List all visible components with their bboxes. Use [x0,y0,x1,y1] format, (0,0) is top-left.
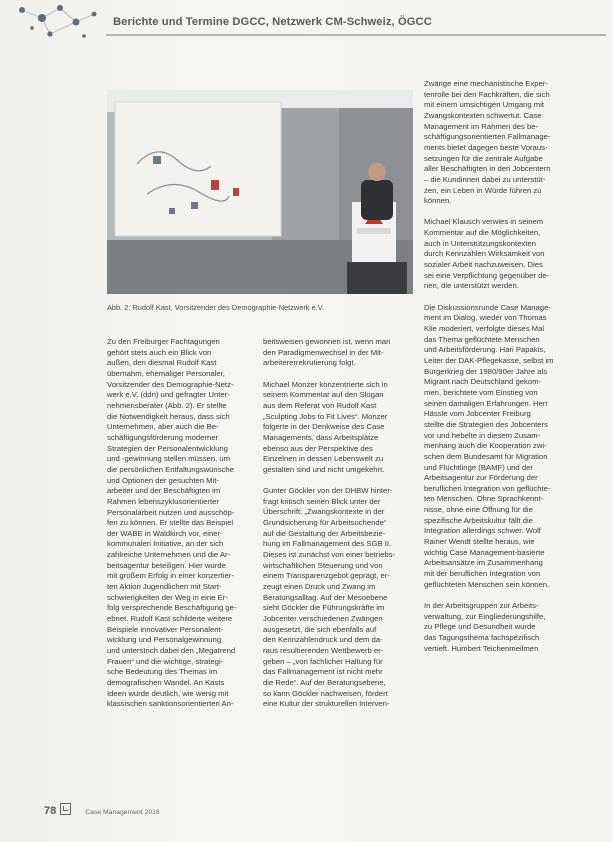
text-line: Managements, dass Arbeitsplätze [263,432,379,442]
section-header: Berichte und Termine DGCC, Netzwerk CM-Schweiz, ÖGCC [113,16,432,28]
text-line: Unternehmen, aber auch die Be- [107,422,219,432]
text-line: seinen damaligen Erfahrungen. Herr [424,398,548,408]
text-line: aller Beschäftigten in den Jobcentern [424,164,551,174]
text-line: den Kennzahlendruck und dem da- [263,635,383,645]
text-line: setzungen für die zentrale Aufgabe [424,153,543,163]
text-line: raus resultierenden Wettbewerb er- [263,645,384,655]
text-line: wirtschaftlichen Steuerung und von [263,560,383,570]
text-line: Beispiele innovativer Personalent- [107,624,224,634]
text-line: Dieses ist zunächst von einer betriebs- [263,550,396,559]
text-line: men, berichtete vom Einstieg von [424,387,538,397]
text-line: Management im Rahmen des be- [424,121,539,131]
text-line: Klie moderiert, verfolgte dieses Mal [424,323,545,333]
text-line: aus dem Referat von Rudolf Kast [263,400,377,410]
paragraph [263,337,411,369]
text-line: Bürgerkrieg der 1980/90er Jahre als [424,366,548,376]
text-line: und Optionen der gesuchten Mit- [107,475,219,485]
text-line: ment im Dialog, wieder von Thomas [424,313,547,323]
text-line: schäftigungsförderung moderner [107,432,219,442]
text-line: ments bietet dagegen beste Voraus- [424,142,548,152]
text-line: vertieft. Humbert Teichenmeilmen [424,643,539,653]
text-line: ausgesetzt, die sich ebenfalls auf [263,624,377,634]
text-line: ebenso aus der Perspektive des [263,443,373,453]
text-line: Überschrift: „Zwangskontexte in der [263,507,385,517]
text-column-middle [263,337,411,720]
paragraph [263,486,411,710]
text-line: der WABE in Waldkirch vor, einer [107,528,221,538]
text-line: ten Menschen. Ohne Sprachkennt- [424,494,544,504]
text-line: zeugt einen Druck und Zwang im [263,581,376,591]
text-line: ten Aktion Jugendlichen mit Start- [107,582,222,592]
text-line: In der Arbeitsgruppen zur Arbeits- [424,600,539,610]
text-line: einem Transparenzgebot geprägt, er- [263,571,390,581]
text-line: die Rede“. Auf der Beratungsebene, [263,677,386,687]
text-line: verwaltung, zur Eingliederungshilfe, [424,611,546,621]
text-line: Michael Klausch verwies in seinem [424,217,544,227]
text-line: Arbeitsansätze im Zusammenhang [424,558,543,568]
text-line: eine Kultur der strukturellen Interven- [263,699,390,709]
text-line: Arbeitsagentur zur Förderung der [424,473,538,483]
text-line: fen zu können. Er stellte das Beispiel [107,518,234,528]
text-line: fragt kritisch seinen Blick unter der [263,496,381,506]
text-line: durch Kennzahlen Wirksamkeit von [424,249,545,259]
journal-icon [60,803,71,815]
text-line: – die Kundinnen dabei zu unterstüt- [424,174,546,184]
text-line: Leiter der DAK-Pflegekasse, selbst im [424,355,554,365]
text-line: arbeitererrekrutierung folgt. [263,358,356,368]
text-line: das Tagungsthema fachspezifisch [424,632,540,642]
text-line: seinem Kommentar auf den Slogan [263,390,384,400]
text-line: Rainer Wendt stellte heraus, wie [424,537,535,547]
text-line: sozialer Arbeit nachzuweisen. Dies [424,260,543,270]
text-line: spezifische Arbeitskultur fällt die [424,515,533,525]
text-line: sei eine Verpflichtung gegenüber de- [424,270,550,280]
text-line: ebnet. Rudolf Kast schilderte weitere [107,614,233,624]
text-line: nen, die unterstützt werden. [424,281,519,291]
text-line: beitsweisen gewonnen ist, wenn man [263,337,391,346]
text-line: zu Pflege und Gesundheit wurde [424,622,536,632]
text-line: Frauen“ und die wichtige, strategi- [107,656,224,666]
text-line: Vorsitzender des Demographie-Netz- [107,379,234,389]
text-line: Die Diskussionsrunde Case Manage- [424,302,551,312]
text-line: übernahm, ehemaliger Personaler, [107,368,225,378]
text-line: folgerte in der Denkweise des Case [263,422,385,432]
figure-caption: Abb. 2: Rudolf Kast, Vorsitzender des Demographie-Netzwerk e.V. [107,303,325,312]
text-line: geben – „von fachlicher Haltung für [263,656,383,666]
text-line: werk e.V. (ddn) und gefragter Unter- [107,390,230,400]
text-line: Grundsicherung für Arbeitsuchende“ [263,518,387,528]
text-line: Hässle vom Jobcenter Freiburg [424,409,531,419]
paragraph [424,217,576,292]
paragraph [424,303,576,591]
text-line: klassischen sanktionsorientierten An- [107,699,234,709]
magazine-name: Case Management 2016 [85,809,160,816]
text-column-right [424,79,576,665]
text-line: demografischen Wandel. An Kasts [107,678,225,687]
text-line: nisse, ohne eine Öffnung für die [424,505,533,515]
text-line: schen dem Bundesamt für Migration [424,451,548,461]
text-line: Ideen wurde deutlich, wie wenig mit [107,688,229,698]
text-line: Kommentar auf die Möglichkeiten, [424,228,541,238]
text-line: und unterstrich dabei den „Megatrend [107,646,236,656]
text-line: auch in Unterstützungskontexten [424,238,536,248]
text-line: Zwänge eine mechanistische Exper- [424,79,548,88]
photo-illustration [107,90,413,294]
text-line: gestalten sind und nicht umgekehrt. [263,464,385,474]
text-line: Michael Monzer konzentrierte sich in [263,379,388,389]
text-line: die persönlichen Entfaltungswünsche [107,464,234,474]
paragraph [424,601,576,654]
text-line: folg versprechende Beschäftigung ge- [107,603,237,613]
text-line: das Fallmanagement ist nicht mehr [263,667,383,677]
text-line: beitsagentur beteiligen. Hier wurde [107,560,226,570]
text-line: Jobcenter verschiedenen Zwängen [263,613,383,623]
text-line: und -gewinnung stellen müssen, um [107,454,231,464]
text-column-left [107,337,254,721]
text-line: zen, ein Leben in Würde führen zu [424,185,542,195]
paragraph [263,380,411,476]
network-dots-logo [14,0,104,44]
text-line: tenrolle bei den Fachkräften, die sich [424,89,550,99]
text-line: kommunalen Initiative, an der sich [107,539,224,549]
text-line: Beratungsalltag. Auf der Mesoebene [263,592,388,602]
text-line: mit der beruflichen Integration von [424,569,541,579]
text-line: Rahmen lebenszyklusorientierter [107,496,219,506]
text-line: gehört stets auch ein Blick von [107,347,212,357]
text-line: nehmensberater (Abb. 2). Er stellte [107,400,227,410]
text-line: Gunter Göckler von der DHBW hinter- [263,486,393,496]
text-line: außen, den diesmal Rudolf Kast [107,358,217,368]
text-line: Einzelnen in dessen Lebenswelt zu [263,454,384,464]
paragraph [424,79,576,207]
page-footer [44,803,160,817]
text-line: „Sculpting Jobs to Fit Lives“. Monzer [263,411,388,421]
text-line: sieht Göckler die Führungskräfte im [263,603,385,613]
text-line: auf die Gestaltung der Arbeitsbezie- [263,528,386,538]
text-line: schwierigkeiten der Weg in eine Er- [107,592,228,602]
text-line: den Paradigmenwechsel in der Mit- [263,347,384,357]
text-line: Migrant nach Deutschland gekom- [424,377,542,387]
paragraph [107,337,254,710]
text-line: Integration allerdings schwer. Wolf [424,526,541,536]
text-line: und Arbeitsförderung. Hari Papakis, [424,345,546,355]
text-line: die Notwendigkeit heraus, dass sich [107,411,230,421]
text-line: vor und hebelte in diesem Zusam- [424,430,541,440]
conference-photo [107,90,413,294]
text-line: beruflichen Integration von geflüchte- [424,483,551,493]
text-line: und Flüchtlinge (BAMF) und der [424,462,533,472]
text-line: das Thema geflüchtete Menschen [424,334,540,344]
text-line: schäftigungsorientierten Fallmanage- [424,132,551,142]
page-number: 78 [44,805,57,817]
text-line: menhang auch die Kooperation zwi- [424,441,547,451]
text-line: geflüchteten Menschen sein können. [424,579,550,589]
text-line: zahlreiche Unternehmen und die Ar- [107,550,231,560]
text-line: stellte die Strategien des Jobcenters [424,419,548,429]
text-line: wicklung und Personalgewinnung [107,635,222,645]
header-divider [106,34,606,36]
text-line: Zwangskontexten schwertut. Case [424,110,542,120]
text-line: Zu den Freiburger Fachtagungen [107,337,220,346]
text-line: mit großem Erfolg in einer konzertier- [107,571,234,581]
text-line: so kann Göckler nachweisen, fördert [263,688,388,698]
text-line: wichtig Case Management-basierte [424,547,545,557]
text-line: Personalarbeit nutzen und ausschöp- [107,507,235,517]
text-line: Strategien der Personalentwicklung [107,443,228,453]
text-line: können. [424,196,452,206]
text-line: hung im Fallmanagement des SGB II. [263,539,392,549]
text-line: mit einem umsichtigen Umgang mit [424,100,545,110]
text-line: arbeiter und der Beschäftigten im [107,486,221,496]
text-line: sche Bedeutung des Themas im [107,667,218,677]
